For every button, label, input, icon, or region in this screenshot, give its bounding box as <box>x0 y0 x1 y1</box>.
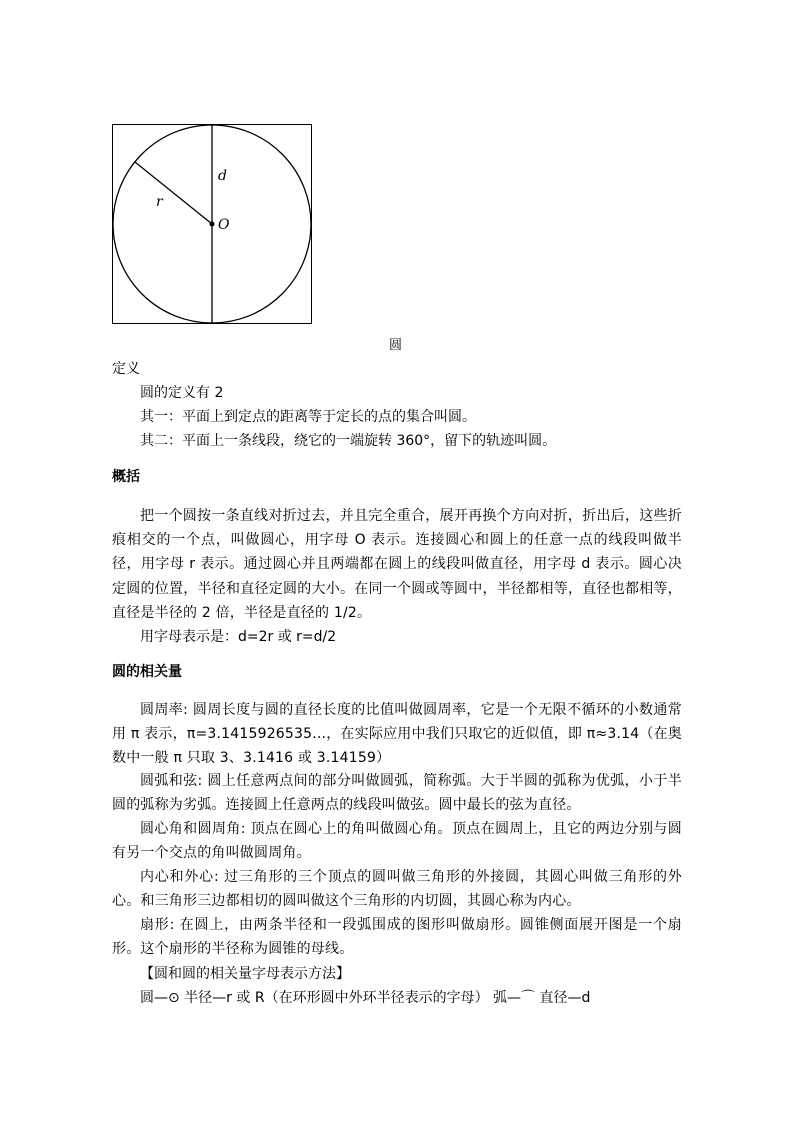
notation-line: 圆—⊙ 半径—r 或 R（在环形圆中外环半径表示的字母） 弧—⌒ 直径—d <box>140 990 591 1006</box>
pi-definition: 圆周率: 圆周长度与圆的直径长度的比值叫做圆周率，它是一个无限不循环的小数通常用 π 表示，π=3.1415926535...，在实际应用中我们只取它的近似值，即 π≈3.14（在奥数中一般 π 只取 3、3.1416 或 3.14159） <box>112 702 682 766</box>
diameter-label: d <box>218 168 227 184</box>
definition-two: 其二：平面上一条线段，绕它的一端旋转 360°，留下的轨迹叫圆。 <box>140 433 557 449</box>
radius-line <box>135 162 212 224</box>
summary-formula: 用字母表示是：d=2r 或 r=d/2 <box>140 629 337 645</box>
summary-heading: 概括 <box>112 469 140 485</box>
circle-figure <box>112 124 312 324</box>
arc-chord-definition: 圆弧和弦: 圆上任意两点间的部分叫做圆弧，简称弧。大于半圆的弧称为优弧，小于半圆的弧称为劣弧。连接圆上任意两点的线段叫做弦。圆中最长的弦为直径。 <box>112 773 682 813</box>
circle-diagram <box>112 124 312 324</box>
radius-label: r <box>156 194 163 210</box>
definition-title: 定义 <box>112 361 140 377</box>
definition-intro: 圆的定义有 2 <box>140 385 224 401</box>
summary-paragraph: 把一个圆按一条直线对折过去，并且完全重合，展开再换个方向对折，折出后，这些折痕相交的一个点，叫做圆心，用字母 O 表示。连接圆心和圆上的任意一点的线段叫做半径，用字母 r 表示。通过圆心并且两端都在圆上的线段叫做直径，用字母 d 表示。圆心决定圆的位置，半径和直径定圆的大小。在同一个圆或等圆中，半径都相等，直径也都相等，直径是半径的 2 倍，半径是直径的 1/2。 <box>112 508 682 621</box>
notation-title: 【圆和圆的相关量字母表示方法】 <box>140 966 350 982</box>
angle-definition: 圆心角和圆周角: 顶点在圆心上的角叫做圆心角。顶点在圆周上，且它的两边分别与圆有另一个交点的角叫做圆周角。 <box>112 821 682 861</box>
related-heading: 圆的相关量 <box>112 664 182 680</box>
figure-caption: 圆 <box>389 338 403 353</box>
center-point <box>210 222 215 227</box>
center-definition: 内心和外心: 过三角形的三个顶点的圆叫做三角形的外接圆，其圆心叫做三角形的外心。和三角形三边都相切的圆叫做这个三角形的内切圆，其圆心称为内心。 <box>112 869 682 909</box>
definition-one: 其一：平面上到定点的距离等于定长的点的集合叫圆。 <box>140 409 476 425</box>
center-label: O <box>218 217 230 233</box>
sector-definition: 扇形: 在圆上，由两条半径和一段弧围成的图形叫做扇形。圆锥侧面展开图是一个扇形。这个扇形的半径称为圆锥的母线。 <box>112 917 682 957</box>
